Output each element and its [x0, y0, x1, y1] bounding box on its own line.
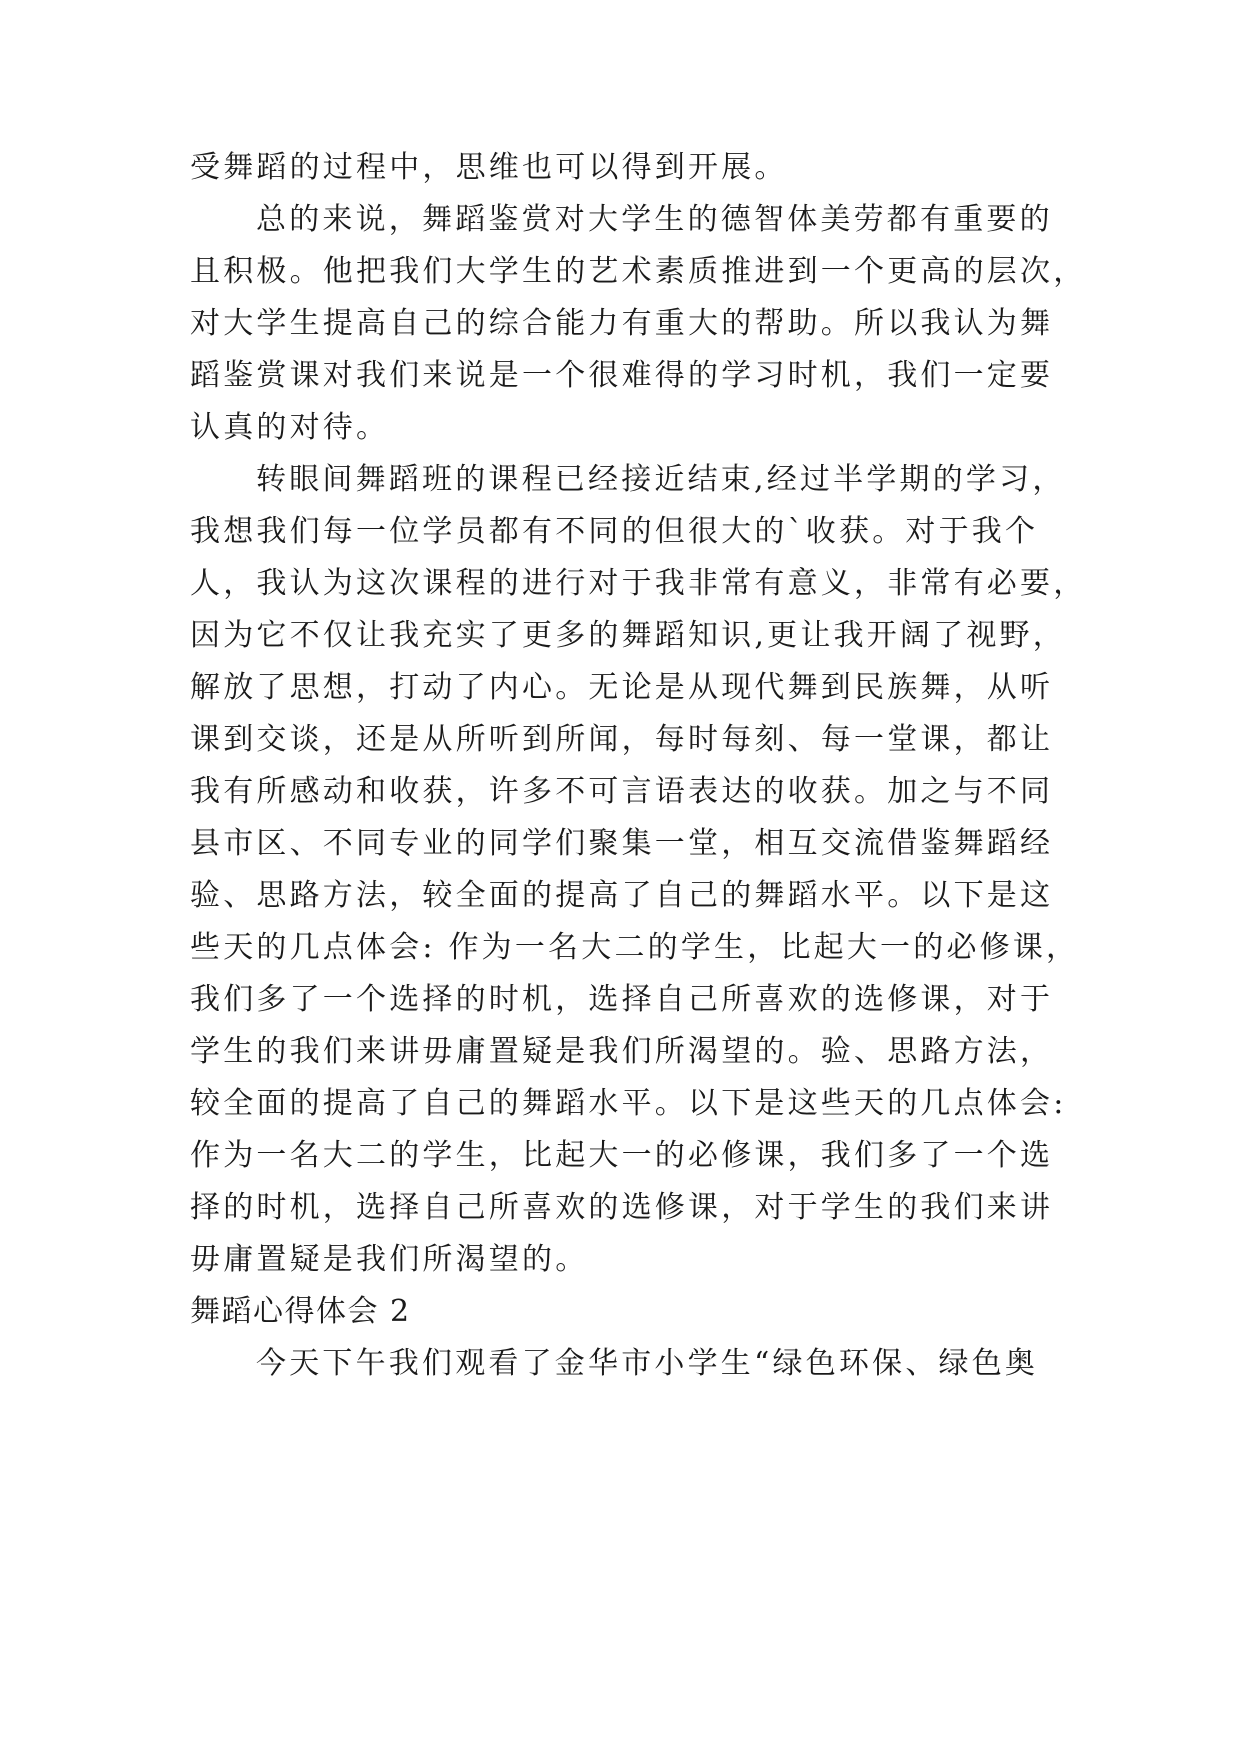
paragraph-2-line-4: 蹈鉴赏课对我们来说是一个很难得的学习时机，我们一定要 — [190, 358, 1054, 393]
paragraph-3-line-14: 作为一名大二的学生，比起大一的必修课，我们多了一个选 — [190, 1138, 1054, 1173]
paragraph-3-line-2: 我想我们每一位学员都有不同的但很大的`收获。对于我个 — [190, 514, 1039, 549]
paragraph-3-line-4: 因为它不仅让我充实了更多的舞蹈知识,更让我开阔了视野， — [190, 618, 1066, 653]
paragraph-2-line-5: 认真的对待。 — [190, 410, 390, 445]
paragraph-3-line-1: 转眼间舞蹈班的课程已经接近结束,经过半学期的学习， — [256, 462, 1066, 497]
paragraph-2-line-3: 对大学生提高自己的综合能力有重大的帮助。所以我认为舞 — [190, 306, 1054, 341]
paragraph-3-line-16: 毋庸置疑是我们所渴望的。 — [190, 1242, 589, 1277]
paragraph-3-line-12: 学生的我们来讲毋庸置疑是我们所渴望的。验、思路方法， — [190, 1034, 1054, 1069]
paragraph-3-line-15: 择的时机，选择自己所喜欢的选修课，对于学生的我们来讲 — [190, 1190, 1054, 1225]
paragraph-3-line-10: 些天的几点体会: 作为一名大二的学生，比起大一的必修课， — [190, 930, 1080, 965]
paragraph-2-line-2: 且积极。他把我们大学生的艺术素质推进到一个更高的层次， — [190, 254, 1087, 289]
paragraph-3-line-8: 县市区、不同专业的同学们聚集一堂，相互交流借鉴舞蹈经 — [190, 826, 1054, 861]
paragraph-4-line-1: 今天下午我们观看了金华市小学生“绿色环保、绿色奥 — [256, 1346, 1039, 1381]
paragraph-3-line-11: 我们多了一个选择的时机，选择自己所喜欢的选修课，对于 — [190, 982, 1054, 1017]
paragraph-3-line-9: 验、思路方法，较全面的提高了自己的舞蹈水平。以下是这 — [190, 878, 1054, 913]
section-heading: 舞蹈心得体会 2 — [190, 1294, 411, 1329]
paragraph-3-line-6: 课到交谈，还是从所听到所闻，每时每刻、每一堂课，都让 — [190, 722, 1054, 757]
paragraph-1-line-1: 受舞蹈的过程中，思维也可以得到开展。 — [190, 150, 788, 185]
paragraph-3-line-13: 较全面的提高了自己的舞蹈水平。以下是这些天的几点体会: — [190, 1086, 1067, 1121]
paragraph-3-line-5: 解放了思想，打动了内心。无论是从现代舞到民族舞，从听 — [190, 670, 1054, 705]
paragraph-3-line-7: 我有所感动和收获，许多不可言语表达的收获。加之与不同 — [190, 774, 1054, 809]
paragraph-3-line-3: 人，我认为这次课程的进行对于我非常有意义，非常有必要， — [190, 566, 1087, 601]
paragraph-2-line-1: 总的来说，舞蹈鉴赏对大学生的德智体美劳都有重要的 — [256, 202, 1053, 237]
